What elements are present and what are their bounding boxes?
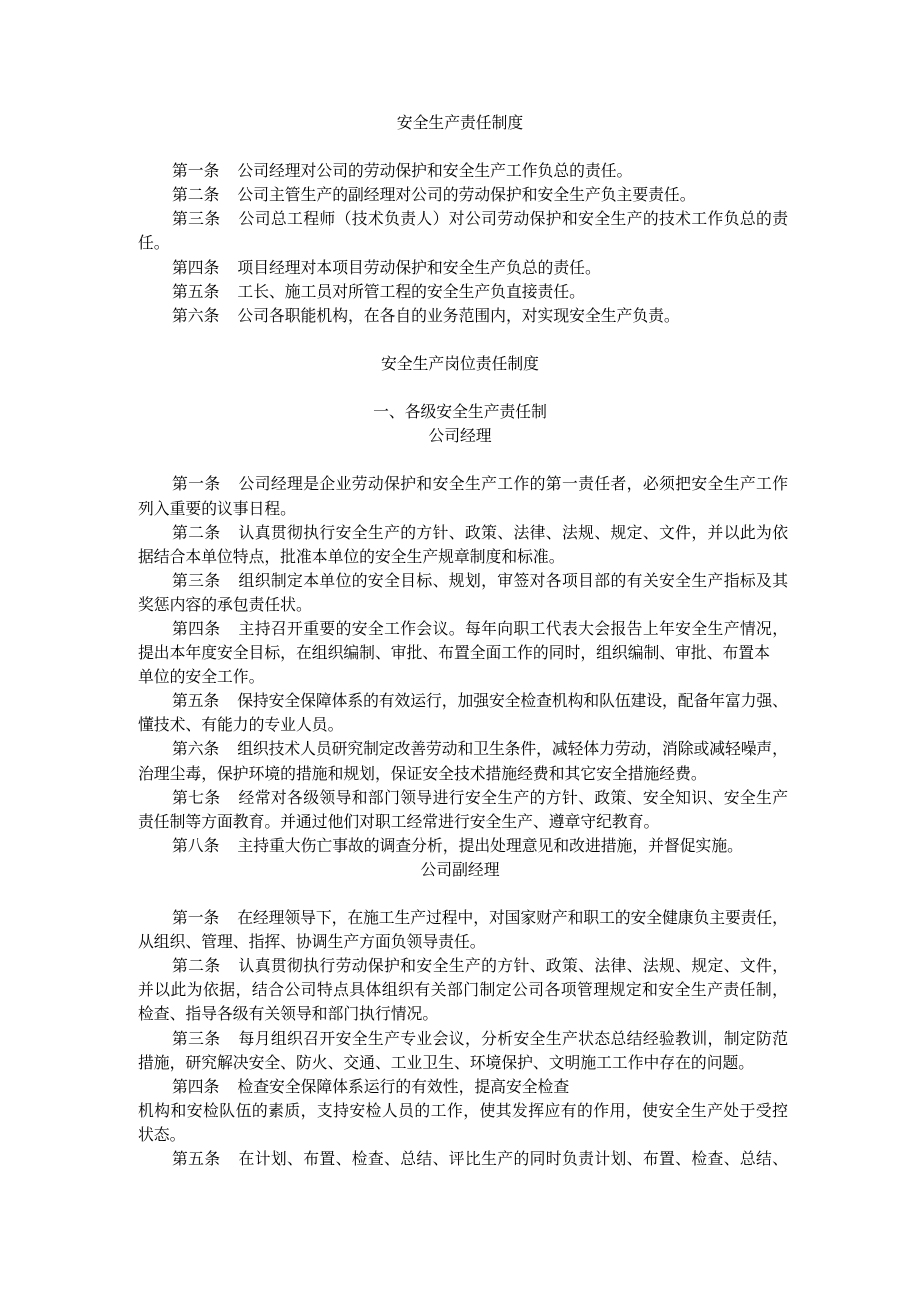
article-line — [138, 473, 788, 497]
article-line — [138, 618, 788, 642]
article-line — [138, 1148, 788, 1172]
article-line — [138, 546, 788, 570]
article-line — [138, 594, 788, 618]
article-label: 第二条 — [172, 187, 220, 205]
article-label: 第六条 — [172, 741, 220, 759]
article-text: 并以此为依据，结合公司特点具体组织有关部门制定公司各项管理规定和安全生产责任制， — [138, 982, 789, 1000]
article-label: 第一条 — [172, 476, 221, 494]
article-text: 经常对各级领导和部门领导进行安全生产的方针、政策、安全知识、安全生产 — [238, 789, 789, 807]
article-text: 主持召开重要的安全工作会议。每年向职工代表大会报告上年安全生产情况， — [238, 620, 789, 638]
article-text: 从组织、管理、指挥、协调生产方面负领导责任。 — [138, 934, 486, 952]
article-text: 在计划、布置、检查、总结、评比生产的同时负责计划、布置、检查、总结、 — [238, 1151, 789, 1169]
article-label: 第三条 — [172, 572, 221, 590]
article-text: 每月组织召开安全生产专业会议，分析安全生产状态总结经验教训，制定防范 — [238, 1030, 789, 1048]
article-line — [138, 763, 788, 787]
spacer — [0, 136, 920, 160]
article-line — [138, 281, 788, 305]
article-label: 第二条 — [172, 524, 221, 542]
article-line — [138, 979, 788, 1003]
role-heading: 公司经理 — [428, 428, 492, 446]
article-label: 第一条 — [172, 910, 220, 928]
article-text: 据结合本单位特点，批准本单位的安全生产规章制度和标准。 — [138, 548, 565, 566]
document-page — [0, 112, 920, 1172]
article-line — [138, 1052, 788, 1076]
article-line — [138, 160, 788, 184]
article-line — [138, 787, 788, 811]
article-text: 公司总工程师（技术负责人）对公司劳动保护和安全生产的技术工作负总的责 — [238, 211, 789, 229]
article-text: 公司各职能机构，在各自的业务范围内，对实现安全生产负责。 — [237, 307, 680, 325]
article-label: 第六条 — [172, 307, 220, 325]
article-line — [138, 1028, 788, 1052]
article-text: 主持重大伤亡事故的调查分析，提出处理意见和改进措施，并督促实施。 — [237, 837, 743, 855]
article-label: 第四条 — [172, 1078, 220, 1096]
article-text: 措施，研究解决安全、防火、交通、工业卫生、环境保护、文明施工工作中存在的问题。 — [138, 1054, 755, 1072]
article-line — [138, 690, 788, 714]
article-line — [138, 738, 788, 762]
article-text: 在经理领导下，在施工生产过程中，对国家财产和职工的安全健康负主要责任， — [237, 910, 788, 928]
article-text: 项目经理对本项目劳动保护和安全生产负总的责任。 — [237, 259, 601, 277]
article-text: 工长、施工员对所管工程的安全生产负直接责任。 — [237, 283, 585, 301]
article-line — [138, 305, 788, 329]
article-label: 第五条 — [172, 1151, 221, 1169]
spacer — [0, 883, 920, 907]
article-text: 列入重要的议事日程。 — [138, 500, 296, 518]
article-line — [138, 666, 788, 690]
article-text: 公司主管生产的副经理对公司的劳动保护和安全生产负主要责任。 — [237, 187, 696, 205]
article-label: 第四条 — [172, 620, 221, 638]
article-line — [138, 1124, 788, 1148]
article-text: 任。 — [138, 235, 170, 253]
article-text: 组织技术人员研究制定改善劳动和卫生条件，减轻体力劳动，消除或减轻噪声， — [237, 741, 788, 759]
article-text: 公司经理对公司的劳动保护和安全生产工作负总的责任。 — [237, 163, 633, 181]
article-line — [138, 811, 788, 835]
article-label: 第四条 — [172, 259, 220, 277]
article-text: 状态。 — [138, 1126, 186, 1144]
article-line — [138, 907, 788, 931]
article-line — [138, 570, 788, 594]
article-text: 检查、指导各级有关领导和部门执行情况。 — [138, 1006, 439, 1024]
article-text: 机构和安检队伍的素质，支持安检人员的工作，使其发挥应有的作用，使安全生产处于受控 — [138, 1102, 789, 1120]
article-line — [138, 1100, 788, 1124]
article-line — [138, 257, 788, 281]
article-text: 认真贯彻执行安全生产的方针、政策、法律、法规、规定、文件，并以此为依 — [238, 524, 789, 542]
article-text: 组织制定本单位的安全目标、规划，审签对各项目部的有关安全生产指标及其 — [238, 572, 789, 590]
article-line — [138, 1003, 788, 1027]
article-label: 第五条 — [172, 283, 220, 301]
article-text: 提出本年度安全目标，在组织编制、审批、布置全面工作的同时，组织编制、审批、布置本 — [138, 645, 770, 663]
document-title: 安全生产责任制度 — [396, 115, 524, 132]
article-line — [138, 232, 788, 256]
article-label: 第二条 — [172, 958, 221, 976]
article-line — [138, 931, 788, 955]
article-line — [138, 714, 788, 738]
article-line — [138, 835, 788, 859]
article-text: 治理尘毒，保护环境的措施和规划，保证安全技术措施经费和其它安全措施经费。 — [138, 765, 707, 783]
article-label: 第一条 — [172, 163, 220, 181]
article-text: 责任制等方面教育。并通过他们对职工经常进行安全生产、遵章守纪教育。 — [138, 813, 660, 831]
section-title: 安全生产岗位责任制度 — [381, 355, 539, 373]
article-line — [138, 184, 788, 208]
article-text: 检查安全保障体系运行的有效性，提高安全检查 — [237, 1078, 570, 1096]
spacer — [0, 449, 920, 473]
article-line — [138, 642, 788, 666]
article-label: 第三条 — [172, 1030, 221, 1048]
article-line — [138, 208, 788, 232]
article-label: 第八条 — [172, 837, 220, 855]
article-line — [138, 1076, 788, 1100]
article-text: 公司经理是企业劳动保护和安全生产工作的第一责任者，必须把安全生产工作 — [238, 476, 789, 494]
article-label: 第五条 — [172, 693, 220, 711]
section-subtitle: 一、各级安全生产责任制 — [373, 404, 547, 422]
article-label: 第七条 — [172, 789, 221, 807]
article-line — [138, 955, 788, 979]
role-heading: 公司副经理 — [420, 861, 500, 879]
article-text: 保持安全保障体系的有效运行，加强安全检查机构和队伍建设，配备年富力强、 — [237, 693, 788, 711]
spacer — [0, 377, 920, 401]
article-text: 认真贯彻执行劳动保护和安全生产的方针、政策、法律、法规、规定、文件， — [238, 958, 789, 976]
article-text: 懂技术、有能力的专业人员。 — [138, 717, 344, 735]
spacer — [0, 329, 920, 353]
article-label: 第三条 — [172, 211, 221, 229]
article-text: 单位的安全工作。 — [138, 669, 265, 687]
article-line — [138, 498, 788, 522]
article-line — [138, 522, 788, 546]
article-text: 奖惩内容的承包责任状。 — [138, 596, 312, 614]
